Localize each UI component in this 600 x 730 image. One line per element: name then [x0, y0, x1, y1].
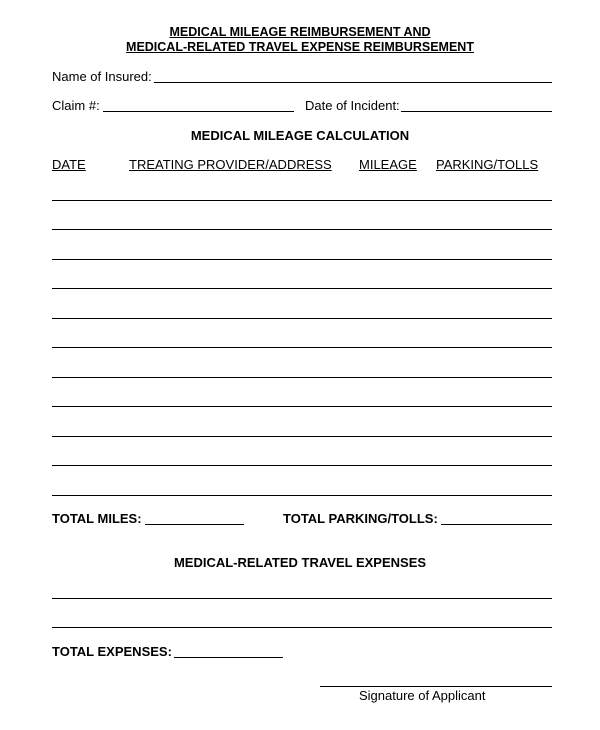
total-miles-field[interactable] [145, 524, 244, 525]
form-title-line-1: MEDICAL MILEAGE REIMBURSEMENT AND [169, 25, 431, 39]
column-header-provider-address: TREATING PROVIDER/ADDRESS [129, 157, 332, 172]
date-of-incident-field[interactable] [401, 111, 552, 112]
travel-expense-row[interactable] [52, 598, 552, 599]
claim-number-label: Claim #: [52, 98, 100, 113]
name-of-insured-field[interactable] [154, 82, 552, 83]
mileage-entry-row[interactable] [52, 229, 552, 230]
date-of-incident-label: Date of Incident: [305, 98, 400, 113]
column-header-date: DATE [52, 157, 86, 172]
column-header-parking-tolls: PARKING/TOLLS [436, 157, 539, 172]
name-of-insured-label: Name of Insured: [52, 69, 152, 84]
mileage-entry-row[interactable] [52, 465, 552, 466]
mileage-entry-row[interactable] [52, 406, 552, 407]
claim-number-field[interactable] [103, 111, 294, 112]
mileage-entry-row[interactable] [52, 377, 552, 378]
total-parking-tolls-label: TOTAL PARKING/TOLLS: [283, 511, 438, 526]
total-parking-tolls-field[interactable] [441, 524, 552, 525]
total-miles-label: TOTAL MILES: [52, 511, 142, 526]
mileage-entry-row[interactable] [52, 288, 552, 289]
travel-expense-row[interactable] [52, 627, 552, 628]
mileage-calculation-heading: MEDICAL MILEAGE CALCULATION [190, 128, 410, 143]
mileage-entry-row[interactable] [52, 200, 552, 201]
mileage-entry-row[interactable] [52, 347, 552, 348]
mileage-entry-row[interactable] [52, 436, 552, 437]
signature-label: Signature of Applicant [359, 688, 486, 703]
column-header-mileage: MILEAGE [359, 157, 417, 172]
mileage-entry-row[interactable] [52, 495, 552, 496]
form-title-line-2: MEDICAL-RELATED TRAVEL EXPENSE REIMBURSEMENT [126, 40, 474, 54]
signature-field[interactable] [320, 686, 552, 687]
mileage-entry-row[interactable] [52, 259, 552, 260]
total-expenses-field[interactable] [174, 657, 283, 658]
total-expenses-label: TOTAL EXPENSES: [52, 644, 172, 659]
travel-expenses-heading: MEDICAL-RELATED TRAVEL EXPENSES [173, 555, 427, 570]
mileage-entry-row[interactable] [52, 318, 552, 319]
